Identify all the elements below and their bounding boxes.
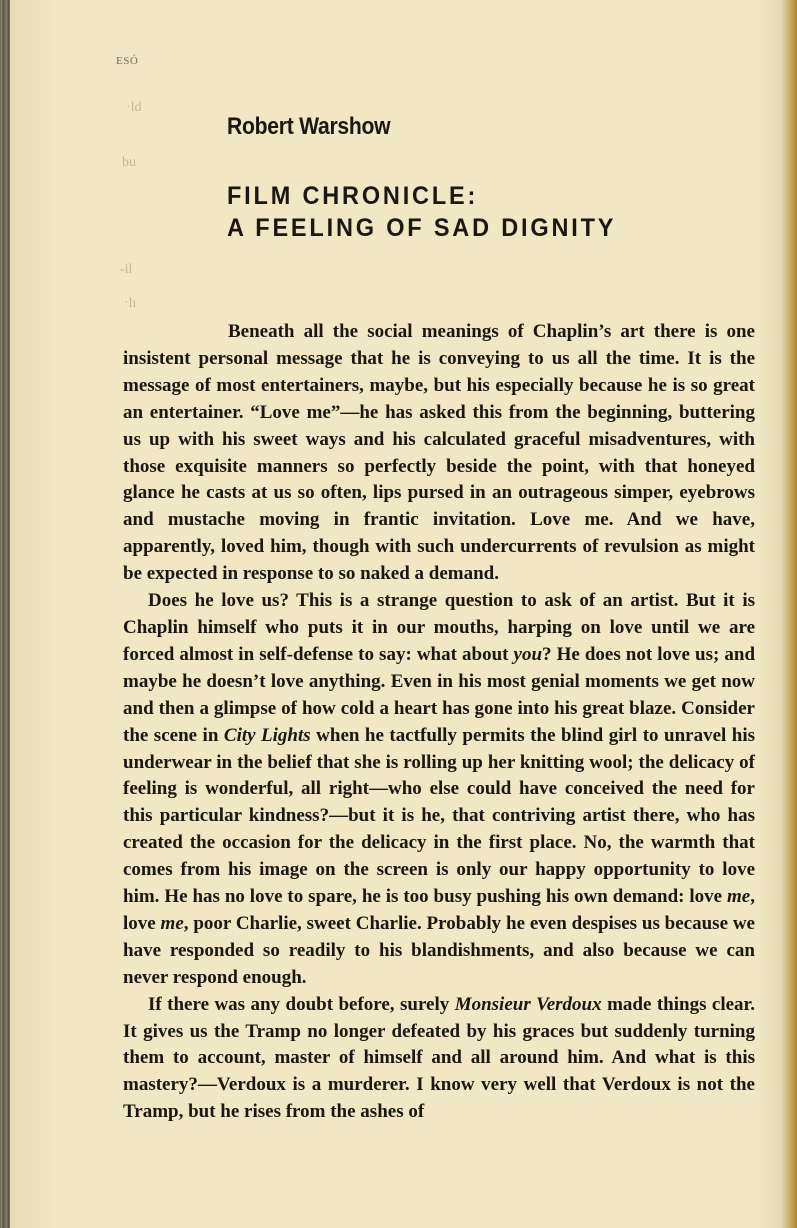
paragraph-text: ? He does not love us; and maybe he doesn’t love anything. Even in his most genial moments we get now and then a glimpse of how cold a heart has gone into his great blaze. Consider the scene in — [123, 643, 756, 746]
paragraph-text: Does he love us? This is a strange question to ask of an artist. But it is Chaplin himself who puts it in our mouths, harping on love until we are forced almost in self-defense to say: what about — [123, 590, 755, 665]
book-binding-edge — [0, 0, 10, 1228]
article-body — [123, 319, 755, 1126]
paragraph-text: , poor Charlie, sweet Charlie. Probably he even despises us because we have responded so readily to his blandishments, and also because we can never respond enough. — [123, 912, 755, 988]
italic-title-text: you — [513, 643, 543, 665]
paragraph-text: , love — [123, 886, 755, 934]
bleed-through-mark: -il — [120, 262, 133, 277]
title-line: A FEELING OF SAD DIGNITY — [227, 214, 617, 242]
body-paragraph — [123, 588, 755, 992]
italic-title-text: Monsieur Verdoux — [454, 993, 602, 1015]
page-right-edge — [781, 0, 797, 1228]
body-paragraph — [123, 992, 755, 1127]
italic-title-text: me — [160, 912, 184, 934]
bleed-through-mark: ·ld — [126, 100, 142, 115]
body-paragraph — [123, 319, 755, 588]
paragraph-text: when he tactfully permits the blind girl to unravel his underwear in the belief that she is rolling up her knitting wool; the delicacy of feeling is wonderful, all right—who else could have conceived the need for this particular kindness?—but it is he, that contriving artist there, who has created the occasion for the delicacy in the first place. No, the warmth that comes from his image on the screen is only our happy opportunity to love him. He has no love to spare, he is too busy pushing his own demand: love — [123, 724, 756, 908]
paragraph-text: If there was any doubt before, surely — [148, 993, 455, 1015]
italic-title-text: me — [727, 886, 751, 908]
bleed-through-mark: ·lı — [124, 296, 137, 311]
italic-title-text: City Lights — [223, 724, 311, 746]
bleed-through-mark: bu — [122, 155, 136, 170]
paragraph-text: made things clear. It gives us the Tramp no longer defeated by his graces but suddenly turning them to account, master of himself and all around him. And what is this mastery?—Verdoux is a murderer. I know very well that Verdoux is not the Tramp, but he rises from the ashes of — [123, 993, 755, 1123]
paragraph-text: Beneath all the social meanings of Chaplin’s art there is one insistent personal message that he is conveying to us all the time. It is the message of most entertainers, maybe, but his especially because he is so great an entertainer. “Love me”—he has asked this from the beginning, buttering us up with his sweet ways and his calculated graceful misadventures, with those exquisite manners so perfectly beside the point, with that honeyed glance he casts at us so often, lips pursed in an outrageous simper, eyebrows and mustache moving in frantic invitation. Love me. And we have, apparently, loved him, though with such undercurrents of revulsion as might be expected in response to so naked a demand. — [123, 321, 755, 585]
title-line: FILM CHRONICLE: — [227, 182, 479, 210]
article-title — [227, 180, 616, 244]
author-name: Robert Warshow — [227, 113, 391, 140]
page-mark: ESÓ — [116, 55, 139, 67]
